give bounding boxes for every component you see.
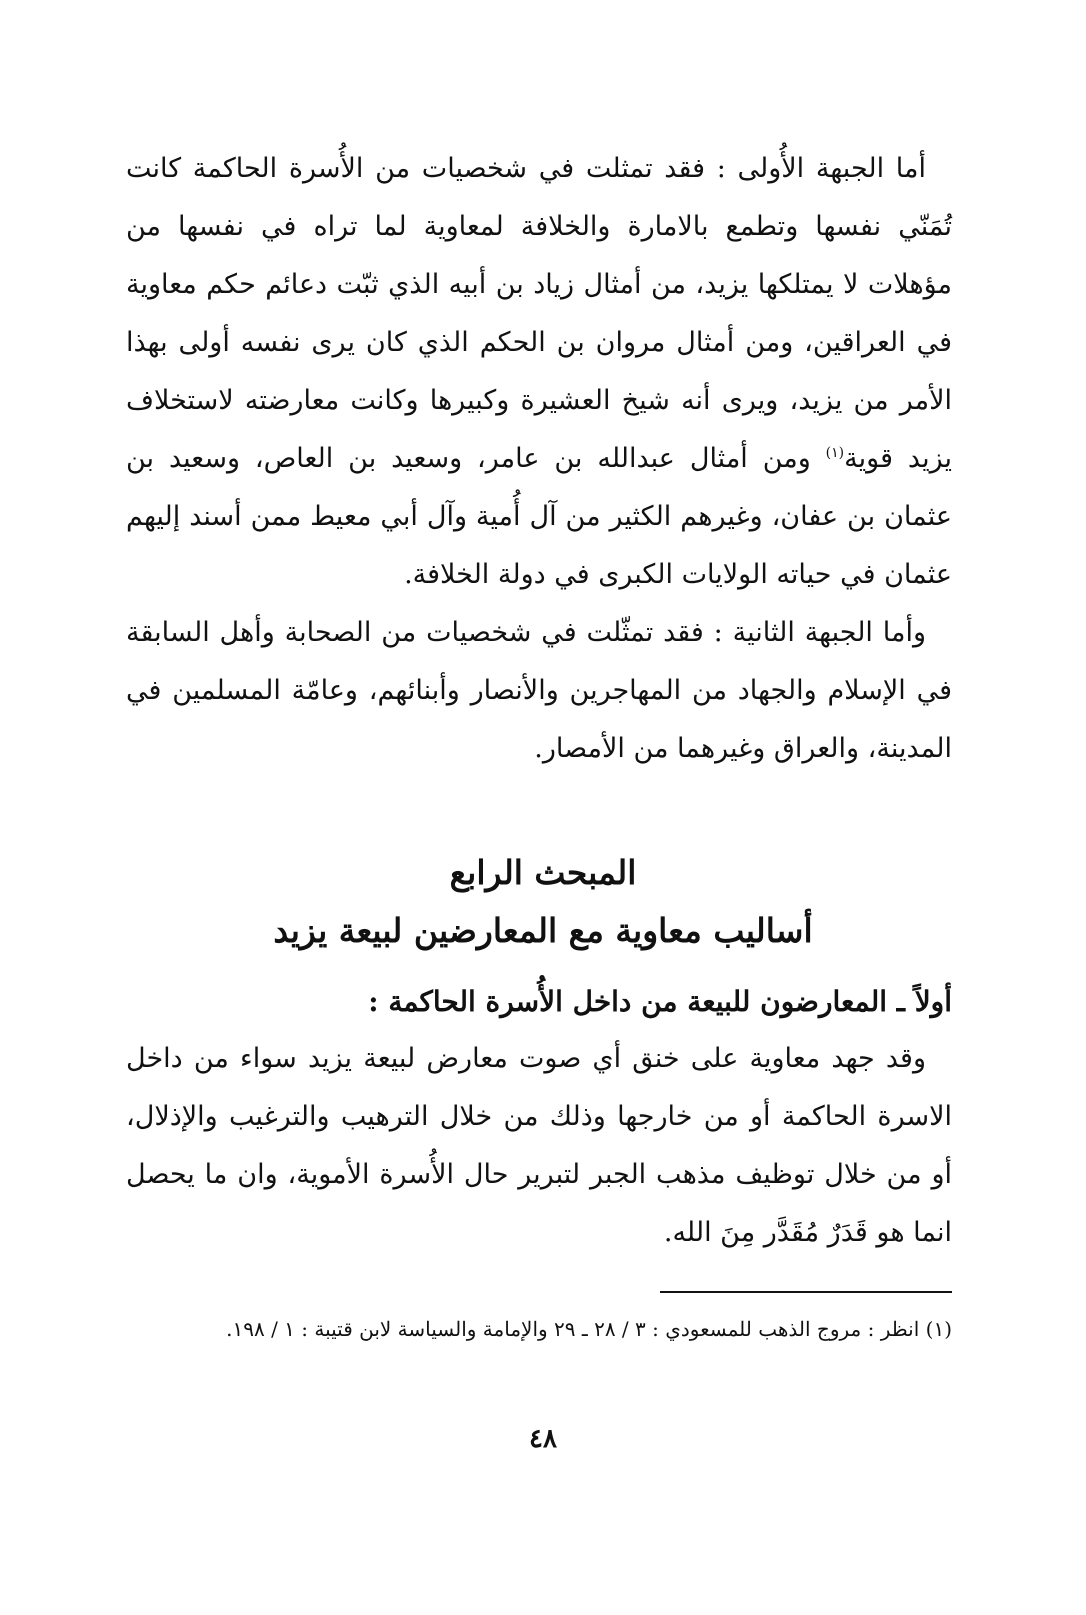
footnote-text: انظر : مروج الذهب للمسعودي : ٣ / ٢٨ ـ ٢٩ والإمامة والسياسة لابن قتيبة : ١ / ١٩٨. bbox=[226, 1317, 920, 1341]
page-number: ٤٨ bbox=[529, 1424, 557, 1454]
chapter-heading: المبحث الرابع bbox=[449, 853, 637, 892]
paragraph-second-front: وأما الجبهة الثانية : فقد تمثّلت في شخصيات من الصحابة وأهل السابقة في الإسلام والجهاد من المهاجرين والأنصار وأبنائهم، وعامّة المسلمين في المدينة، والعراق وغيرهما من الأمصار. bbox=[126, 617, 952, 764]
paragraph-first-front-text: أما الجبهة الأُولى : فقد تمثلت في شخصيات من الأُسرة الحاكمة كانت تُمَنّي نفسها وتطمع بالامارة والخلافة لمعاوية لما تراه في نفسها من مؤهلات لا يمتلكها يزيد، من أمثال زياد بن أبيه الذي ثبّت دعائم حكم معاوية في العراقين، ومن أمثال مروان بن الحكم الذي كان يرى نفسه أولى بهذا الأمر من يزيد، ويرى أنه شيخ العشيرة وكبيرها وكانت معارضته لاستخلاف يزيد قوية bbox=[126, 153, 952, 474]
footnote-separator bbox=[660, 1291, 952, 1293]
footnote bbox=[126, 1314, 952, 1344]
upper-body-text bbox=[126, 140, 952, 778]
lower-body-text bbox=[126, 1030, 952, 1262]
paragraph-first-front-continuation: ومن أمثال عبدالله بن عامر، وسعيد بن العاص، وسعيد بن عثمان بن عفان، وغيرهم الكثير من آل أُمية وآل أبي معيط ممن أسند إليهم عثمان في حياته الولايات الكبرى في دولة الخلافة. bbox=[126, 443, 952, 590]
paragraph-suppression: وقد جهد معاوية على خنق أي صوت معارض لبيعة يزيد سواء من داخل الاسرة الحاكمة أو من خارجها وذلك من خلال الترهيب والترغيب والإذلال، أو من خلال توظيف مذهب الجبر لتبرير حال الأُسرة الأموية، وان ما يحصل انما هو قَدَرٌ مُقَدَّر مِنَ الله. bbox=[126, 1043, 952, 1248]
subsection-heading: أولاً ـ المعارضون للبيعة من داخل الأُسرة الحاكمة : bbox=[368, 985, 952, 1018]
footnote-marker: (١) bbox=[925, 1317, 952, 1341]
footnote-reference-marker: (١) bbox=[825, 445, 845, 461]
section-title: أساليب معاوية مع المعارضين لبيعة يزيد bbox=[273, 911, 813, 950]
paragraph-first-front bbox=[126, 140, 952, 604]
